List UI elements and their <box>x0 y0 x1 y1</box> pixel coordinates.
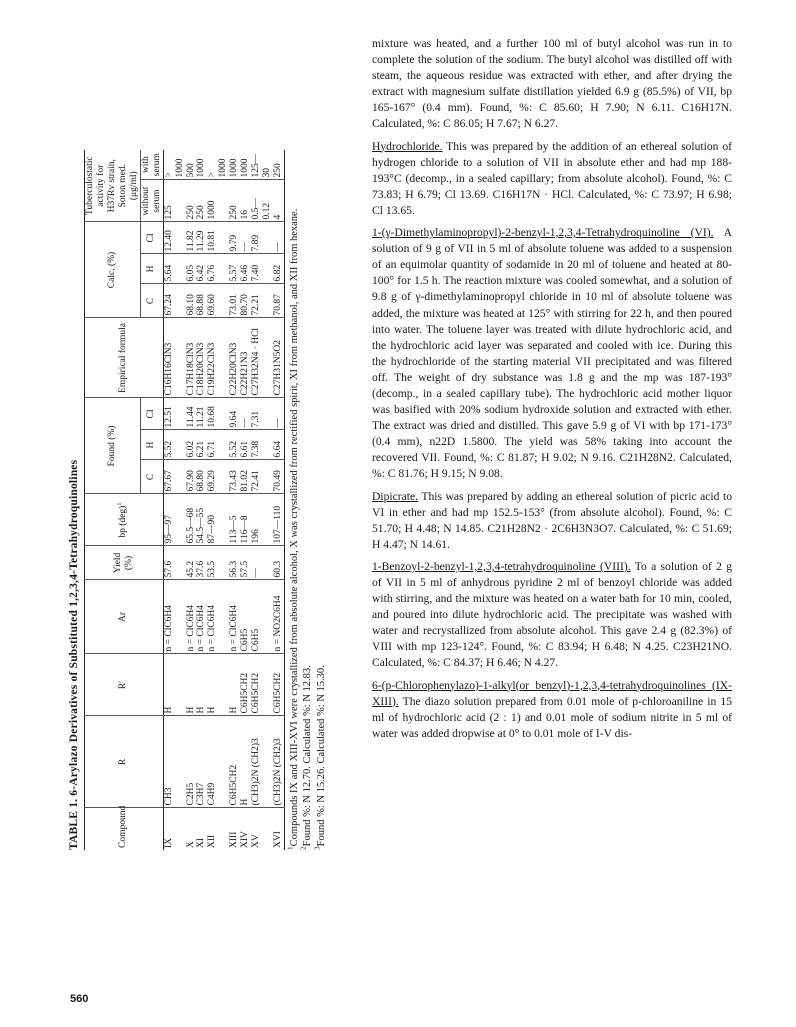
cell-r-prime: C6H5CH2 <box>240 654 251 716</box>
col-without-serum: without serum <box>140 180 163 222</box>
table-row <box>273 150 284 850</box>
col-yield: Yield (%) <box>85 546 163 580</box>
col-r-prime: R′ <box>85 654 163 716</box>
heading-dipicrate: Dipicrate. <box>372 489 419 503</box>
table-row <box>186 150 197 850</box>
table-row <box>207 150 229 850</box>
table-note: $^1$Compounds IX and XIII-XVI were crystallized from absolute alcohol, X was crystallized from rectified spirit, XI from methanol, and XII from hexane. <box>285 208 300 850</box>
cell-formula: C16H16ClN3 <box>163 318 185 398</box>
cell-found-h: 6.71 <box>207 430 229 460</box>
cell-calc-c: 73.01 <box>229 284 240 318</box>
cell-found-cl: 7.31 <box>251 398 273 430</box>
cell-yield: — <box>251 546 273 580</box>
cell-r-prime: H <box>196 654 207 716</box>
cell-formula: C27H32N4 · HCl <box>251 318 273 398</box>
cell-calc-h: 6.42 <box>196 254 207 284</box>
cell-compound: XI <box>196 808 207 850</box>
col-with-serum: with serum <box>140 153 162 177</box>
cell-found-c: 70.49 <box>273 460 284 494</box>
col-empirical: Empirical formula <box>85 318 163 398</box>
cell-calc-c: 72.21 <box>251 284 273 318</box>
cell-calc-h: 6.76 <box>207 254 229 284</box>
cell-bp: 95—97 <box>163 494 185 546</box>
cell-without: 16 <box>240 180 251 222</box>
cell-r: C6H5CH2 <box>229 716 240 808</box>
cell-without: 125 <box>163 180 185 222</box>
cell-ar: n = ClC6H4 <box>196 580 207 654</box>
cell-calc-cl: — <box>273 222 284 254</box>
table-row <box>229 150 240 850</box>
cell-calc-h: 5.57 <box>229 254 240 284</box>
cell-found-c: 72.41 <box>251 460 273 494</box>
cell-calc-cl: 7.89 <box>251 222 273 254</box>
cell-found-h: 6.61 <box>240 430 251 460</box>
col-found: Found (%) <box>85 398 141 494</box>
text-dipicrate: This was prepared by adding an ethereal solution of picric acid to VI in ether and had mp 152.5-153° (from absolute alcohol). Found, %: C 51.70; H 4.48; N 14.85. C21H28N2 · 2C6H3N3O7. Calculated, %: C 51.69; H 4.47; N 14.61. <box>372 489 732 551</box>
cell-calc-cl: — <box>240 222 251 254</box>
cell-compound: XIII <box>229 808 240 850</box>
cell-ar: n = ClC6H4 <box>207 580 229 654</box>
cell-with: 125—30 <box>251 153 272 178</box>
table-note: $^2$Found %: N 12.70. Calculated %: N 12.83. <box>298 665 314 850</box>
cell-calc-cl: 11.82 <box>186 222 197 254</box>
text-compound-viii: To a solution of 2 g of VII in 5 ml of anhydrous pyridine 2 ml of benzoyl chloride was added with stirring, and the mixture was heated on a water bath for 10 min, cooled, and poured into dilute hydrochloric acid. The precipitate was washed with water and recrystallized from absolute alcohol. This gave 2.4 g (82.3%) of VIII with mp 123-124°. Found, %: C 83.94; H 6.48; N 4.25. C23H21NO. Calculated, %: C 84.37; H 6.46; N 4.27. <box>372 559 732 670</box>
cell-r: C4H9 <box>207 716 229 808</box>
cell-calc-h: 5.64 <box>163 254 185 284</box>
col-ar: Ar <box>85 580 163 654</box>
cell-with: > 1000 <box>163 158 185 178</box>
cell-found-h: 6.21 <box>196 430 207 460</box>
cell-yield: 57.6 <box>163 546 185 580</box>
cell-found-cl: — <box>240 398 251 430</box>
cell-bp: 87—90 <box>207 494 229 546</box>
table-1 <box>68 150 358 850</box>
text-hydrochloride: This was prepared by the addition of an ethereal solution of hydrogen chloride to a solution of VII in absolute ether and had mp 188-193°C (decomp., in a sealed capillary; from absolute alcohol). Found, %: C 73.83; H 6.79; Cl 13.69. C16H17N · HCl. Calculated, %: C 73.97; H 6.98; Cl 13.65. <box>372 139 732 217</box>
cell-yield: 56.3 <box>229 546 240 580</box>
table-region <box>68 150 358 850</box>
cell-found-c: 67.90 <box>186 460 197 494</box>
cell-calc-c: 67.24 <box>163 284 185 318</box>
cell-with: 500 <box>185 163 196 178</box>
text-column <box>372 36 732 748</box>
cell-found-cl: 9.64 <box>229 398 240 430</box>
cell-found-h: 5.52 <box>229 430 240 460</box>
cell-yield: 45.2 <box>186 546 197 580</box>
cell-ar: n = ClC6H4 <box>186 580 197 654</box>
col-found-h: H <box>140 430 163 460</box>
cell-found-cl: 10.68 <box>207 398 229 430</box>
cell-calc-c: 69.60 <box>207 284 229 318</box>
cell-bp: 113—5 <box>229 494 240 546</box>
table-row <box>196 150 207 850</box>
cell-calc-cl: 9.79 <box>229 222 240 254</box>
cell-calc-h: 6.05 <box>186 254 197 284</box>
cell-calc-cl: 11.29 <box>196 222 207 254</box>
cell-r-prime: C6H5CH2 <box>251 654 273 716</box>
col-bp-label: bp (deg) <box>118 505 129 538</box>
cell-without: 250 <box>229 180 240 222</box>
cell-bp: 65.5—68 <box>186 494 197 546</box>
data-table <box>84 150 285 850</box>
cell-found-c: 67.67 <box>163 460 185 494</box>
cell-found-h: 6.64 <box>273 430 284 460</box>
cell-formula: C19H22ClN3 <box>207 318 229 398</box>
col-calc-h: H <box>140 254 163 284</box>
text-compound-vi: A solution of 9 g of VII in 5 ml of absolute toluene was added to a suspension of an equimolar quantity of sodamide in 20 ml of toluene and heated at 80-100° for 1.5 h. The reaction mixture was cooled somewhat, and a solution of 9.8 g of γ-dimethylaminopropyl chloride in 10 ml of absolute toluene was added, the mixture was heated at 125° with stirring for 22 h, and then poured into water. The toluene layer was treated with dilute hydrochloric acid, and the hydrochloric acid layer was separated and cooled with ice. During this the hydrochloride of the starting material VII precipitated and was filtered off. The weight of dry substance was 1.8 g and the mp was 187-193° (decomp., in a sealed capillary tube). The hydrochloric acid mother liquor was basified with 20% sodium hydroxide solution and extracted with ether. The extract was dried and distilled. This gave 5.9 g of VI with bp 171-173° (0.4 mm), n22D 1.5800. The yield was 58% taking into account the recovered VII. Found, %: C 81.87; H 9.02; N 9.16. C21H28N2. Calculated, %: C 81.76; H 9.15; N 9.08. <box>372 226 732 481</box>
cell-calc-cl: 12.40 <box>163 222 185 254</box>
cell-found-c: 68.80 <box>196 460 207 494</box>
cell-found-h: 6.02 <box>186 430 197 460</box>
table-row <box>251 150 273 850</box>
page-number: 560 <box>70 993 89 1005</box>
cell-formula: C27H31N5O2 <box>273 318 284 398</box>
paragraph-continuation: mixture was heated, and a further 100 ml of butyl alcohol was run in to complete the solution of the sodium. The butyl alcohol was distilled off with steam, the aqueous residue was extracted with ether, and after drying the extract with magnesium sulfate distillation yielded 6.9 g (85.5%) of VII, bp 165-167° (0.4 mm). Found, %: C 85.60; H 7.90; N 6.11. C16H17N. Calculated, %: C 86.05; H 7.67; N 6.27. <box>372 37 732 131</box>
cell-ar: n = ClC6H4 <box>163 580 185 654</box>
cell-with: 1000 <box>229 158 240 178</box>
cell-bp: 54.5—55 <box>196 494 207 546</box>
cell-found-cl: 11.21 <box>196 398 207 430</box>
table-row <box>163 150 185 850</box>
cell-r: C2H5 <box>186 716 197 808</box>
col-bp <box>85 494 163 546</box>
cell-r: H <box>240 716 251 808</box>
cell-without: 250 <box>186 180 197 222</box>
cell-without: 1000 <box>207 180 229 222</box>
cell-compound: XVI <box>273 808 284 850</box>
cell-calc-h: 6.46 <box>240 254 251 284</box>
col-found-c: C <box>140 460 163 494</box>
cell-calc-c: 68.88 <box>196 284 207 318</box>
cell-calc-c: 68.10 <box>186 284 197 318</box>
cell-r-prime: H <box>186 654 197 716</box>
table-note-text: Compounds IX and XIII-XVI were crystallized from absolute alcohol, X was crystallized from rectified spirit, XI from methanol, and XII from hexane. <box>288 208 300 847</box>
cell-r: CH3 <box>163 716 185 808</box>
cell-ar: n = ClC6H4 <box>229 580 240 654</box>
cell-bp: 116—8 <box>240 494 251 546</box>
cell-yield: 53.5 <box>207 546 229 580</box>
col-calc-cl: Cl <box>140 222 163 254</box>
cell-calc-h: 6.82 <box>273 254 284 284</box>
table-note: $^3$Found %: N 15.26. Calculated %: N 15.30. <box>312 665 328 850</box>
cell-ar: C6H5 <box>240 580 251 654</box>
heading-compound-vi: 1-(γ-Dimethylaminopropyl)-2-benzyl-1,2,3,4-Tetrahydroquinoline (VI). <box>372 226 714 240</box>
table-note-text: Found %: N 12.70. Calculated %: N 12.83. <box>302 665 314 847</box>
cell-calc-c: 80.70 <box>240 284 251 318</box>
cell-without: 4 <box>273 180 284 222</box>
cell-formula: C22H21N3 <box>240 318 251 398</box>
cell-compound: XV <box>251 808 273 850</box>
cell-with: 1000 <box>196 158 207 178</box>
cell-found-c: 81.02 <box>240 460 251 494</box>
cell-yield: 57.5 <box>240 546 251 580</box>
cell-formula: C22H20ClN3 <box>229 318 240 398</box>
cell-r-prime: H <box>207 654 229 716</box>
col-bp-footnote: 1 <box>116 502 124 506</box>
cell-r-prime: H <box>163 654 185 716</box>
table-caption: TABLE 1. 6-Arylazo Derivatives of Substituted 1,2,3,4-Tetrahydroquinolines <box>68 459 80 850</box>
cell-with: > 1000 <box>207 158 229 178</box>
heading-compound-viii: 1-Benzoyl-2-benzyl-1,2,3,4-tetrahydroquinoline (VIII). <box>372 559 631 573</box>
cell-r-prime: C6H5CH2 <box>273 654 284 716</box>
cell-r-prime: H <box>229 654 240 716</box>
cell-found-c: 73.43 <box>229 460 240 494</box>
cell-compound: XIV <box>240 808 251 850</box>
cell-without: 250 <box>196 180 207 222</box>
col-calc-c: C <box>140 284 163 318</box>
cell-r: C3H7 <box>196 716 207 808</box>
table-row <box>240 150 251 850</box>
cell-yield: 37.6 <box>196 546 207 580</box>
cell-found-h: 5.52 <box>163 430 185 460</box>
col-activity: Tuberculostatic activity for H37Rv strain, Soton med. (μg/ml) <box>85 156 139 216</box>
cell-with: 1000 <box>240 158 251 178</box>
col-r: R <box>85 716 163 808</box>
col-found-cl: Cl <box>140 398 163 430</box>
cell-r: (CH3)2N (CH2)3 <box>273 716 284 808</box>
cell-found-h: 7.38 <box>251 430 273 460</box>
cell-bp: 196 <box>251 494 273 546</box>
cell-formula: C18H20ClN3 <box>196 318 207 398</box>
cell-compound: XII <box>207 808 229 850</box>
table-notes <box>285 150 329 850</box>
text-compounds-ix-xiii: The diazo solution prepared from 0.01 mole of p-chloroaniline in 15 ml of hydrochloric acid (2 : 1) and 0.01 mole of sodium nitrite in 5 ml of water was added dropwise at 0° to 0.01 mole of I-V dis- <box>372 694 732 740</box>
col-calc: Calc. (%) <box>85 222 141 318</box>
cell-ar: n = NO2C6H4 <box>273 580 284 654</box>
cell-r: (CH3)2N (CH2)3 <box>251 716 273 808</box>
col-compound: Compound <box>85 808 163 850</box>
cell-found-cl: 12.51 <box>163 398 185 430</box>
cell-found-c: 69.29 <box>207 460 229 494</box>
table-body <box>163 150 284 850</box>
heading-hydrochloride: Hydrochloride. <box>372 139 443 153</box>
cell-without: 0.5—0.12 <box>251 180 273 222</box>
cell-found-cl: — <box>273 398 284 430</box>
cell-calc-cl: 10.81 <box>207 222 229 254</box>
cell-compound: IX <box>163 808 185 850</box>
cell-with: 250 <box>272 163 283 178</box>
cell-yield: 60.3 <box>273 546 284 580</box>
table-note-text: Found %: N 15.26. Calculated %: N 15.30. <box>316 665 328 847</box>
cell-found-cl: 11.44 <box>186 398 197 430</box>
cell-calc-c: 70.87 <box>273 284 284 318</box>
cell-ar: C6H5 <box>251 580 273 654</box>
cell-bp: 107—110 <box>273 494 284 546</box>
cell-calc-h: 7.40 <box>251 254 273 284</box>
cell-formula: C17H18ClN3 <box>186 318 197 398</box>
cell-compound: X <box>186 808 197 850</box>
heading-compounds-ix-xiii: 6-(p-Chlorophenylazo)-1-alkyl(or benzyl)-1,2,3,4-tetrahydroquinolines (IX-XIII). <box>372 678 732 708</box>
